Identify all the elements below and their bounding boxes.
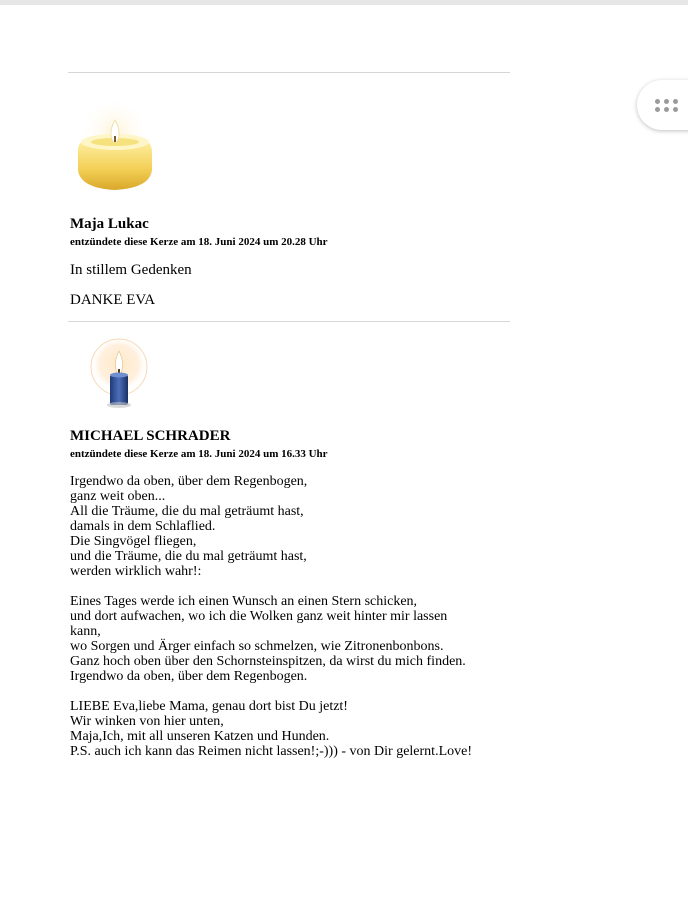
poem-line: werden wirklich wahr!: <box>70 564 202 579</box>
floating-menu-button[interactable] <box>637 80 688 130</box>
poem-line: kann, <box>70 624 101 639</box>
entry-subtitle: entzündete diese Kerze am 18. Juni 2024 um 16.33 Uhr <box>70 448 328 460</box>
poem-line: LIEBE Eva,liebe Mama, genau dort bist Du jetzt! <box>70 699 348 714</box>
poem-line: Die Singvögel fliegen, <box>70 534 197 549</box>
poem-line: P.S. auch ich kann das Reimen nicht lassen!;-))) - von Dir gelernt.Love! <box>70 744 473 759</box>
divider <box>68 72 510 73</box>
poem-line: ganz weit oben... <box>70 489 166 504</box>
dots-grid-icon <box>655 97 681 113</box>
poem-line: und die Träume, die du mal geträumt hast, <box>70 549 307 564</box>
entry-name: Maja Lukac <box>70 216 149 232</box>
entry-name: MICHAEL SCHRADER <box>70 428 231 444</box>
top-bar <box>0 0 688 5</box>
wide-yellow-candle-icon <box>72 100 158 196</box>
poem-line: Eines Tages werde ich einen Wunsch an einen Stern schicken, <box>70 594 418 609</box>
poem-line: Maja,Ich, mit all unseren Katzen und Hunden. <box>70 729 330 744</box>
entry-subtitle: entzündete diese Kerze am 18. Juni 2024 um 20.28 Uhr <box>70 236 328 248</box>
poem-line: und dort aufwachen, wo ich die Wolken ganz weit hinter mir lassen <box>70 609 448 624</box>
divider <box>68 321 510 322</box>
poem-line: Irgendwo da oben, über dem Regenbogen, <box>70 474 308 489</box>
entry-paragraph: In stillem Gedenken <box>70 262 192 278</box>
poem-line: Ganz hoch oben über den Schornsteinspitzen, da wirst du mich finden. <box>70 654 466 669</box>
poem-line: Irgendwo da oben, über dem Regenbogen. <box>70 669 308 684</box>
poem-line: All die Träume, die du mal geträumt hast, <box>70 504 304 519</box>
blue-candle-icon <box>88 337 150 411</box>
poem-line: damals in dem Schlaflied. <box>70 519 216 534</box>
poem-line: wo Sorgen und Ärger einfach so schmelzen, wie Zitronenbonbons. <box>70 639 444 654</box>
poem-line: Wir winken von hier unten, <box>70 714 224 729</box>
entry-paragraph: DANKE EVA <box>70 292 156 308</box>
